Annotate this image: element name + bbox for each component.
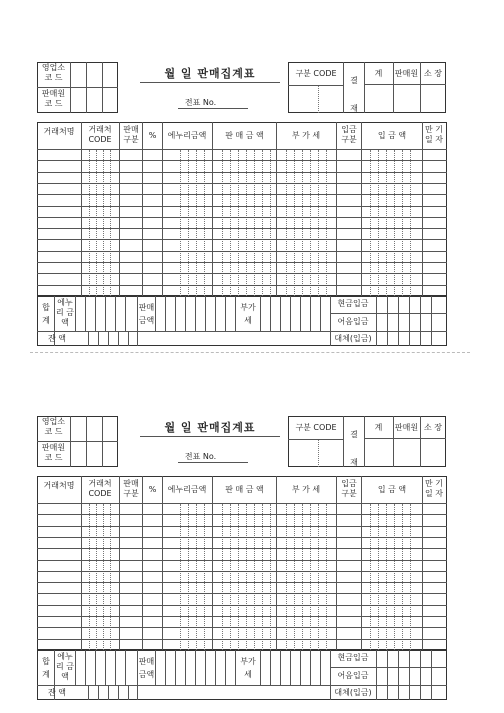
approval-col-total: 계	[374, 423, 383, 432]
cash-deposit-label: 현금입금	[337, 653, 369, 662]
totals-sales-label: 판매 금액	[138, 303, 155, 325]
table-row	[37, 639, 447, 640]
col-client-code: 거래처 CODE	[88, 479, 112, 498]
digit-cell	[398, 650, 399, 700]
digit-cell	[115, 296, 116, 331]
digit-cell	[137, 685, 138, 700]
table-row	[37, 560, 447, 561]
digit-cell	[387, 296, 388, 346]
col-due-date: 만 기 일 자	[425, 479, 443, 498]
form-separator	[30, 352, 470, 353]
digit-cell	[115, 650, 116, 685]
col-discount-amount: 에누리금액	[167, 485, 207, 494]
digit-cell	[165, 296, 166, 331]
table-row	[37, 194, 447, 195]
balance-label: 잔 액	[48, 688, 66, 697]
col-sales-type: 판매 구분	[123, 479, 139, 498]
table-row	[37, 548, 447, 549]
sales-summary-form-bottom	[0, 354, 504, 706]
substitute-deposit-label: 대체(입금)	[334, 688, 372, 697]
digit-cell	[376, 296, 377, 346]
substitute-deposit-label: 대체(입금)	[334, 334, 372, 343]
digit-cell	[195, 296, 196, 331]
digit-cell	[105, 296, 106, 331]
sales-person-code-label: 판매원 코 드	[41, 89, 66, 108]
digit-cell	[310, 650, 311, 685]
digit-cell	[280, 650, 281, 685]
digit-cell	[95, 296, 96, 331]
digit-cell	[88, 685, 89, 700]
col-sales-amount: 판 매 금 액	[225, 485, 264, 494]
digit-cell	[300, 650, 301, 685]
digit-cell	[98, 685, 99, 700]
totals-label: 합 계	[42, 303, 50, 325]
approval-label: 결 재	[350, 430, 358, 467]
digit-cell	[376, 650, 377, 700]
table-row	[37, 627, 447, 628]
table-row	[37, 526, 447, 527]
digit-cell	[175, 650, 176, 685]
table-row	[37, 183, 447, 184]
col-client-code: 거래처 CODE	[88, 125, 112, 144]
table-row	[37, 616, 447, 617]
table-row	[37, 273, 447, 274]
digit-cell	[387, 650, 388, 700]
approval-label: 결 재	[350, 76, 358, 113]
col-deposit-type: 입금 구분	[341, 125, 357, 144]
totals-discount-label: 에누리 금액	[56, 298, 74, 327]
header-bottom-line	[37, 503, 447, 504]
digit-cell	[290, 296, 291, 331]
digit-cell	[88, 331, 89, 346]
table-row	[37, 262, 447, 263]
table-row	[37, 593, 447, 594]
balance-label: 잔 액	[48, 334, 66, 343]
approval-col-manager: 소 장	[424, 423, 442, 432]
table-row	[37, 285, 447, 286]
col-percent: %	[148, 485, 157, 494]
approval-col-total: 계	[374, 69, 383, 78]
col-vat: 부 가 세	[291, 485, 321, 494]
digit-cell	[105, 650, 106, 685]
digit-cell	[270, 296, 271, 331]
digit-cell	[320, 650, 321, 685]
digit-cell	[205, 650, 206, 685]
col-discount-amount: 에누리금액	[167, 131, 207, 140]
col-client-name: 거래처명	[43, 127, 75, 136]
col-due-date: 만 기 일 자	[425, 125, 443, 144]
slip-no-label: 전표 No.	[184, 98, 217, 107]
digit-cell	[137, 331, 138, 346]
digit-cell	[431, 650, 432, 700]
col-client-name: 거래처명	[43, 481, 75, 490]
col-deposit-amount: 입 금 액	[377, 131, 407, 140]
approval-col-sales-person: 판매원	[394, 423, 419, 432]
approval-col-sales-person: 판매원	[394, 69, 419, 78]
table-row	[37, 251, 447, 252]
col-vat: 부 가 세	[291, 131, 321, 140]
digit-cell	[125, 650, 126, 685]
slip-no-label: 전표 No.	[184, 452, 217, 461]
digit-cell	[215, 296, 216, 331]
table-row	[37, 217, 447, 218]
digit-cell	[310, 296, 311, 331]
sales-summary-form-top	[0, 0, 504, 352]
totals-vat-label: 부가 세	[240, 303, 256, 325]
digit-cell	[215, 650, 216, 685]
digit-cell	[185, 650, 186, 685]
form-title: 월 일 판매집계표	[164, 67, 256, 80]
digit-cell	[85, 296, 86, 331]
digit-cell	[108, 685, 109, 700]
sales-office-code-label: 영업소 코 드	[41, 63, 66, 82]
sales-person-code-label: 판매원 코 드	[41, 443, 66, 462]
digit-cell	[300, 296, 301, 331]
col-deposit-type: 입금 구분	[341, 479, 357, 498]
table-row	[37, 514, 447, 515]
form-title: 월 일 판매집계표	[164, 421, 256, 434]
digit-cell	[98, 331, 99, 346]
digit-cell	[128, 331, 129, 346]
digit-cell	[195, 650, 196, 685]
table-row	[37, 571, 447, 572]
digit-cell	[280, 296, 281, 331]
header-bottom-line	[37, 149, 447, 150]
digit-cell	[118, 331, 119, 346]
digit-cell	[409, 650, 410, 700]
table-row	[37, 605, 447, 606]
table-row	[37, 582, 447, 583]
digit-cell	[320, 296, 321, 331]
digit-cell	[125, 296, 126, 331]
digit-cell	[95, 650, 96, 685]
digit-cell	[225, 296, 226, 331]
digit-cell	[225, 650, 226, 685]
digit-cell	[290, 650, 291, 685]
digit-cell	[175, 296, 176, 331]
digit-cell	[409, 296, 410, 346]
digit-cell	[85, 650, 86, 685]
sales-office-code-label: 영업소 코 드	[41, 417, 66, 436]
table-row	[37, 239, 447, 240]
digit-cell	[420, 650, 421, 700]
table-row	[37, 172, 447, 173]
totals-sales-label: 판매 금액	[138, 657, 155, 679]
col-sales-amount: 판 매 금 액	[225, 131, 264, 140]
col-deposit-amount: 입 금 액	[377, 485, 407, 494]
category-code-label: 구분 CODE	[295, 69, 337, 78]
cash-deposit-label: 현금입금	[337, 299, 369, 308]
digit-cell	[420, 296, 421, 346]
digit-cell	[431, 296, 432, 346]
bill-deposit-label: 어음입금	[337, 317, 369, 326]
digit-cell	[205, 296, 206, 331]
table-row	[37, 228, 447, 229]
digit-cell	[270, 650, 271, 685]
digit-cell	[165, 650, 166, 685]
totals-discount-label: 에누리 금액	[56, 652, 74, 681]
totals-vat-label: 부가 세	[240, 657, 256, 679]
col-sales-type: 판매 구분	[123, 125, 139, 144]
approval-col-manager: 소 장	[424, 69, 442, 78]
col-percent: %	[148, 131, 157, 140]
digit-cell	[118, 685, 119, 700]
category-code-label: 구분 CODE	[295, 423, 337, 432]
totals-label: 합 계	[42, 657, 50, 679]
bill-deposit-label: 어음입금	[337, 671, 369, 680]
digit-cell	[128, 685, 129, 700]
table-row	[37, 160, 447, 161]
digit-cell	[185, 296, 186, 331]
digit-cell	[398, 296, 399, 346]
table-row	[37, 206, 447, 207]
table-row	[37, 537, 447, 538]
digit-cell	[108, 331, 109, 346]
